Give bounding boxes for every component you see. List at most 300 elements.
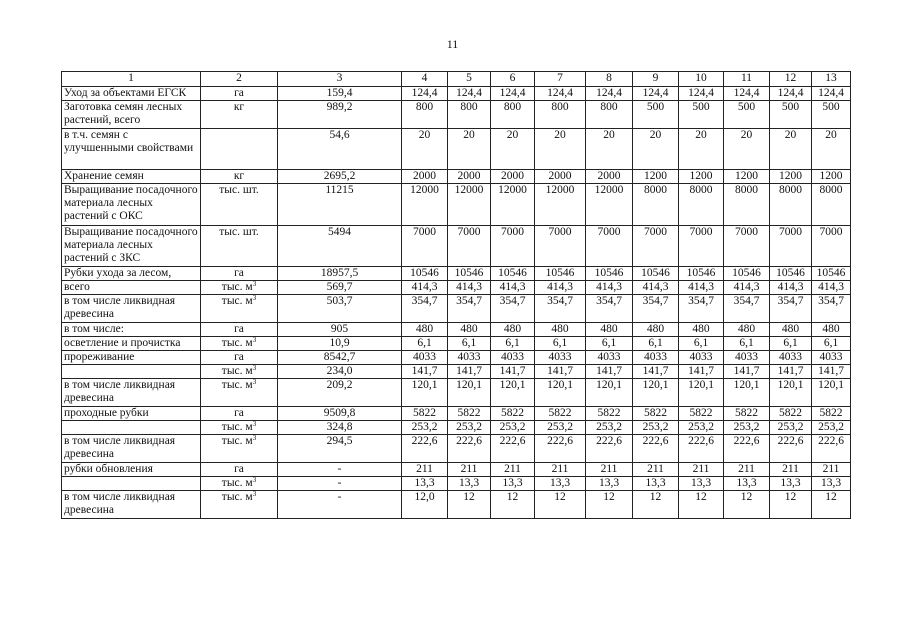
table-row xyxy=(62,463,851,477)
year-value-cell: 5822 xyxy=(448,407,491,421)
year-value-cell: 480 xyxy=(770,323,812,337)
year-value-cell: 20 xyxy=(491,129,535,170)
year-value-cell: 7000 xyxy=(402,226,448,267)
year-value-cell: 13,3 xyxy=(633,477,679,491)
year-value-cell: 120,1 xyxy=(633,379,679,407)
year-value-cell: 480 xyxy=(448,323,491,337)
year-value-cell: 124,4 xyxy=(491,87,535,101)
year-value-cell: 5822 xyxy=(586,407,633,421)
column-header: 8 xyxy=(586,72,633,87)
page-number: 11 xyxy=(446,37,459,51)
unit-cell xyxy=(201,87,278,101)
unit-superscript: 3 xyxy=(252,364,257,372)
year-value-cell: 4033 xyxy=(586,351,633,365)
year-value-cell: 480 xyxy=(812,323,851,337)
year-value-cell: 6,1 xyxy=(724,337,770,351)
year-value-cell: 141,7 xyxy=(491,365,535,379)
year-value-cell: 120,1 xyxy=(812,379,851,407)
unit-label: тыс. м xyxy=(221,421,253,433)
total-cell: 8542,7 xyxy=(278,351,402,365)
year-value-cell: 20 xyxy=(812,129,851,170)
year-value-cell: 480 xyxy=(402,323,448,337)
year-value-cell: 141,7 xyxy=(679,365,724,379)
year-value-cell: 7000 xyxy=(448,226,491,267)
unit-superscript: 3 xyxy=(252,490,257,498)
table-row xyxy=(62,87,851,101)
year-value-cell: 354,7 xyxy=(633,295,679,323)
year-value-cell: 141,7 xyxy=(724,365,770,379)
year-value-cell: 120,1 xyxy=(491,379,535,407)
year-value-cell: 6,1 xyxy=(586,337,633,351)
unit-superscript: 3 xyxy=(252,294,257,302)
year-value-cell: 7000 xyxy=(724,226,770,267)
unit-label: тыс. шт. xyxy=(219,226,259,238)
year-value-cell: 800 xyxy=(448,101,491,129)
unit-cell xyxy=(201,491,278,519)
year-value-cell: 7000 xyxy=(812,226,851,267)
total-cell: 209,2 xyxy=(278,379,402,407)
unit-label: га xyxy=(234,267,244,279)
year-value-cell: 1200 xyxy=(633,170,679,184)
year-value-cell: 480 xyxy=(633,323,679,337)
row-name-cell: Заготовка семян лесных растений, всего xyxy=(62,101,201,129)
unit-cell xyxy=(201,281,278,295)
year-value-cell: 8000 xyxy=(770,184,812,226)
year-value-cell: 13,3 xyxy=(535,477,586,491)
year-value-cell: 120,1 xyxy=(586,379,633,407)
unit-cell xyxy=(201,184,278,226)
year-value-cell: 2000 xyxy=(491,170,535,184)
year-value-cell: 20 xyxy=(724,129,770,170)
year-value-cell: 13,3 xyxy=(770,477,812,491)
row-name-cell: в том числе: xyxy=(62,323,201,337)
year-value-cell: 12000 xyxy=(402,184,448,226)
row-name-cell xyxy=(62,365,201,379)
year-value-cell: 20 xyxy=(633,129,679,170)
total-cell: 159,4 xyxy=(278,87,402,101)
year-value-cell: 20 xyxy=(448,129,491,170)
year-value-cell: 20 xyxy=(402,129,448,170)
year-value-cell: 8000 xyxy=(724,184,770,226)
total-cell: 989,2 xyxy=(278,101,402,129)
year-value-cell: 141,7 xyxy=(402,365,448,379)
year-value-cell: 4033 xyxy=(535,351,586,365)
year-value-cell: 20 xyxy=(535,129,586,170)
year-value-cell: 414,3 xyxy=(586,281,633,295)
table-row xyxy=(62,351,851,365)
year-value-cell: 6,1 xyxy=(535,337,586,351)
year-value-cell: 12 xyxy=(679,491,724,519)
year-value-cell: 5822 xyxy=(535,407,586,421)
year-value-cell: 253,2 xyxy=(402,421,448,435)
unit-label: тыс. м xyxy=(221,379,253,391)
unit-cell xyxy=(201,435,278,463)
year-value-cell: 7000 xyxy=(586,226,633,267)
year-value-cell: 13,3 xyxy=(724,477,770,491)
year-value-cell: 5822 xyxy=(770,407,812,421)
year-value-cell: 354,7 xyxy=(724,295,770,323)
unit-cell xyxy=(201,337,278,351)
year-value-cell: 4033 xyxy=(402,351,448,365)
row-name-cell: всего xyxy=(62,281,201,295)
year-value-cell: 124,4 xyxy=(402,87,448,101)
total-cell: - xyxy=(278,477,402,491)
unit-label: га xyxy=(234,351,244,363)
year-value-cell: 10546 xyxy=(402,267,448,281)
year-value-cell: 20 xyxy=(679,129,724,170)
column-header: 12 xyxy=(770,72,812,87)
table-row xyxy=(62,184,851,226)
year-value-cell: 4033 xyxy=(633,351,679,365)
year-value-cell: 222,6 xyxy=(812,435,851,463)
year-value-cell: 253,2 xyxy=(770,421,812,435)
row-name-cell: Выращивание посадочного материала лесных растений с ЗКС xyxy=(62,226,201,267)
row-name-cell: в том числе ликвидная древесина xyxy=(62,491,201,519)
year-value-cell: 211 xyxy=(724,463,770,477)
table-row xyxy=(62,379,851,407)
total-cell: 11215 xyxy=(278,184,402,226)
total-cell: 9509,8 xyxy=(278,407,402,421)
year-value-cell: 4033 xyxy=(812,351,851,365)
year-value-cell: 10546 xyxy=(535,267,586,281)
year-value-cell: 8000 xyxy=(633,184,679,226)
year-value-cell: 6,1 xyxy=(448,337,491,351)
year-value-cell: 211 xyxy=(633,463,679,477)
year-value-cell: 2000 xyxy=(402,170,448,184)
year-value-cell: 222,6 xyxy=(633,435,679,463)
table-row xyxy=(62,226,851,267)
year-value-cell: 6,1 xyxy=(491,337,535,351)
table-row xyxy=(62,491,851,519)
year-value-cell: 5822 xyxy=(812,407,851,421)
year-value-cell: 500 xyxy=(724,101,770,129)
year-value-cell: 414,3 xyxy=(402,281,448,295)
year-value-cell: 12 xyxy=(448,491,491,519)
year-value-cell: 414,3 xyxy=(633,281,679,295)
column-header: 4 xyxy=(402,72,448,87)
year-value-cell: 7000 xyxy=(633,226,679,267)
unit-label: тыс. шт. xyxy=(219,184,259,196)
year-value-cell: 414,3 xyxy=(491,281,535,295)
unit-label: тыс. м xyxy=(221,435,253,447)
year-value-cell: 500 xyxy=(770,101,812,129)
year-value-cell: 6,1 xyxy=(633,337,679,351)
year-value-cell: 10546 xyxy=(724,267,770,281)
year-value-cell: 124,4 xyxy=(679,87,724,101)
year-value-cell: 211 xyxy=(586,463,633,477)
table-row xyxy=(62,281,851,295)
table-row xyxy=(62,365,851,379)
unit-superscript: 3 xyxy=(252,336,257,344)
year-value-cell: 12 xyxy=(724,491,770,519)
year-value-cell: 6,1 xyxy=(402,337,448,351)
year-value-cell: 414,3 xyxy=(679,281,724,295)
year-value-cell: 1200 xyxy=(812,170,851,184)
year-value-cell: 222,6 xyxy=(402,435,448,463)
total-cell: 234,0 xyxy=(278,365,402,379)
year-value-cell: 141,7 xyxy=(770,365,812,379)
year-value-cell: 222,6 xyxy=(679,435,724,463)
year-value-cell: 222,6 xyxy=(491,435,535,463)
column-header: 9 xyxy=(633,72,679,87)
row-name-cell xyxy=(62,421,201,435)
row-name-cell: Уход за объектами ЕГСК xyxy=(62,87,201,101)
row-name-cell: проходные рубки xyxy=(62,407,201,421)
year-value-cell: 414,3 xyxy=(770,281,812,295)
unit-label: тыс. м xyxy=(221,491,253,503)
year-value-cell: 10546 xyxy=(633,267,679,281)
year-value-cell: 414,3 xyxy=(724,281,770,295)
year-value-cell: 12 xyxy=(535,491,586,519)
year-value-cell: 354,7 xyxy=(586,295,633,323)
year-value-cell: 4033 xyxy=(491,351,535,365)
table-row xyxy=(62,435,851,463)
unit-label: тыс. м xyxy=(221,337,253,349)
year-value-cell: 222,6 xyxy=(770,435,812,463)
row-name-cell: в том числе ликвидная древесина xyxy=(62,379,201,407)
year-value-cell: 7000 xyxy=(770,226,812,267)
year-value-cell: 4033 xyxy=(724,351,770,365)
year-value-cell: 120,1 xyxy=(402,379,448,407)
total-cell: - xyxy=(278,491,402,519)
year-value-cell: 354,7 xyxy=(491,295,535,323)
row-name-cell: рубки обновления xyxy=(62,463,201,477)
unit-label: кг xyxy=(233,170,245,182)
row-name-cell: в том числе ликвидная древесина xyxy=(62,295,201,323)
year-value-cell: 480 xyxy=(586,323,633,337)
unit-cell xyxy=(201,351,278,365)
year-value-cell: 1200 xyxy=(679,170,724,184)
year-value-cell: 2000 xyxy=(448,170,491,184)
year-value-cell: 2000 xyxy=(586,170,633,184)
year-value-cell: 414,3 xyxy=(448,281,491,295)
year-value-cell: 211 xyxy=(535,463,586,477)
year-value-cell: 120,1 xyxy=(448,379,491,407)
unit-cell xyxy=(201,323,278,337)
year-value-cell: 20 xyxy=(770,129,812,170)
year-value-cell: 253,2 xyxy=(535,421,586,435)
total-cell: 2695,2 xyxy=(278,170,402,184)
year-value-cell: 12000 xyxy=(586,184,633,226)
column-header: 2 xyxy=(201,72,278,87)
year-value-cell: 5822 xyxy=(402,407,448,421)
year-value-cell: 7000 xyxy=(679,226,724,267)
table-row xyxy=(62,101,851,129)
unit-cell xyxy=(201,295,278,323)
year-value-cell: 120,1 xyxy=(724,379,770,407)
year-value-cell: 211 xyxy=(679,463,724,477)
year-value-cell: 141,7 xyxy=(812,365,851,379)
year-value-cell: 414,3 xyxy=(535,281,586,295)
column-header: 3 xyxy=(278,72,402,87)
year-value-cell: 6,1 xyxy=(770,337,812,351)
year-value-cell: 10546 xyxy=(679,267,724,281)
year-value-cell: 211 xyxy=(402,463,448,477)
year-value-cell: 141,7 xyxy=(586,365,633,379)
year-value-cell: 800 xyxy=(491,101,535,129)
table-row xyxy=(62,267,851,281)
year-value-cell: 12 xyxy=(491,491,535,519)
year-value-cell: 141,7 xyxy=(448,365,491,379)
year-value-cell: 13,3 xyxy=(586,477,633,491)
unit-cell xyxy=(201,267,278,281)
unit-superscript: 3 xyxy=(252,378,257,386)
total-cell: 10,9 xyxy=(278,337,402,351)
total-cell: 324,8 xyxy=(278,421,402,435)
year-value-cell: 13,3 xyxy=(448,477,491,491)
unit-label: тыс. м xyxy=(221,295,253,307)
unit-label: тыс. м xyxy=(221,477,253,489)
year-value-cell: 4033 xyxy=(770,351,812,365)
year-value-cell: 8000 xyxy=(679,184,724,226)
table-row xyxy=(62,295,851,323)
year-value-cell: 354,7 xyxy=(812,295,851,323)
year-value-cell: 13,3 xyxy=(402,477,448,491)
year-value-cell: 354,7 xyxy=(535,295,586,323)
unit-cell xyxy=(201,365,278,379)
unit-cell xyxy=(201,463,278,477)
year-value-cell: 800 xyxy=(402,101,448,129)
row-name-cell: Хранение семян xyxy=(62,170,201,184)
column-header: 10 xyxy=(679,72,724,87)
total-cell: 905 xyxy=(278,323,402,337)
year-value-cell: 800 xyxy=(535,101,586,129)
year-value-cell: 222,6 xyxy=(586,435,633,463)
row-name-cell: Выращивание посадочного материала лесных растений с ОКС xyxy=(62,184,201,226)
year-value-cell: 354,7 xyxy=(679,295,724,323)
year-value-cell: 124,4 xyxy=(770,87,812,101)
year-value-cell: 12000 xyxy=(535,184,586,226)
year-value-cell: 414,3 xyxy=(812,281,851,295)
year-value-cell: 124,4 xyxy=(633,87,679,101)
year-value-cell: 12 xyxy=(586,491,633,519)
year-value-cell: 7000 xyxy=(535,226,586,267)
unit-label: га xyxy=(234,87,244,99)
year-value-cell: 7000 xyxy=(491,226,535,267)
column-header: 1 xyxy=(62,72,201,87)
year-value-cell: 124,4 xyxy=(448,87,491,101)
table-row xyxy=(62,170,851,184)
year-value-cell: 253,2 xyxy=(586,421,633,435)
unit-cell xyxy=(201,129,278,170)
total-cell: 54,6 xyxy=(278,129,402,170)
table-row xyxy=(62,407,851,421)
year-value-cell: 211 xyxy=(770,463,812,477)
total-cell: 503,7 xyxy=(278,295,402,323)
unit-label: га xyxy=(234,463,244,475)
year-value-cell: 5822 xyxy=(679,407,724,421)
column-header: 7 xyxy=(535,72,586,87)
year-value-cell: 253,2 xyxy=(633,421,679,435)
unit-superscript: 3 xyxy=(252,434,257,442)
year-value-cell: 12,0 xyxy=(402,491,448,519)
header-row xyxy=(62,72,851,87)
year-value-cell: 141,7 xyxy=(633,365,679,379)
year-value-cell: 253,2 xyxy=(448,421,491,435)
total-cell: 569,7 xyxy=(278,281,402,295)
year-value-cell: 124,4 xyxy=(586,87,633,101)
column-header: 6 xyxy=(491,72,535,87)
year-value-cell: 141,7 xyxy=(535,365,586,379)
table-row xyxy=(62,323,851,337)
unit-label: тыс. м xyxy=(221,281,253,293)
column-header: 11 xyxy=(724,72,770,87)
year-value-cell: 13,3 xyxy=(491,477,535,491)
row-name-cell: в том числе ликвидная древесина xyxy=(62,435,201,463)
year-value-cell: 211 xyxy=(812,463,851,477)
year-value-cell: 2000 xyxy=(535,170,586,184)
unit-cell xyxy=(201,379,278,407)
total-cell: 294,5 xyxy=(278,435,402,463)
total-cell: - xyxy=(278,463,402,477)
column-header: 5 xyxy=(448,72,491,87)
year-value-cell: 5822 xyxy=(724,407,770,421)
year-value-cell: 4033 xyxy=(448,351,491,365)
row-name-cell: прореживание xyxy=(62,351,201,365)
row-name-cell: осветление и прочистка xyxy=(62,337,201,351)
year-value-cell: 5822 xyxy=(633,407,679,421)
year-value-cell: 253,2 xyxy=(724,421,770,435)
year-value-cell: 800 xyxy=(586,101,633,129)
year-value-cell: 211 xyxy=(448,463,491,477)
table-row xyxy=(62,337,851,351)
unit-superscript: 3 xyxy=(252,420,257,428)
row-name-cell xyxy=(62,477,201,491)
year-value-cell: 124,4 xyxy=(724,87,770,101)
year-value-cell: 1200 xyxy=(770,170,812,184)
year-value-cell: 120,1 xyxy=(770,379,812,407)
year-value-cell: 500 xyxy=(633,101,679,129)
unit-superscript: 3 xyxy=(252,476,257,484)
year-value-cell: 222,6 xyxy=(448,435,491,463)
total-cell: 18957,5 xyxy=(278,267,402,281)
year-value-cell: 5822 xyxy=(491,407,535,421)
year-value-cell: 222,6 xyxy=(724,435,770,463)
year-value-cell: 500 xyxy=(812,101,851,129)
year-value-cell: 10546 xyxy=(770,267,812,281)
unit-cell xyxy=(201,101,278,129)
year-value-cell: 480 xyxy=(724,323,770,337)
year-value-cell: 13,3 xyxy=(812,477,851,491)
year-value-cell: 354,7 xyxy=(448,295,491,323)
year-value-cell: 4033 xyxy=(679,351,724,365)
year-value-cell: 500 xyxy=(679,101,724,129)
unit-cell xyxy=(201,421,278,435)
year-value-cell: 6,1 xyxy=(812,337,851,351)
year-value-cell: 8000 xyxy=(812,184,851,226)
unit-cell xyxy=(201,170,278,184)
unit-cell xyxy=(201,407,278,421)
year-value-cell: 10546 xyxy=(812,267,851,281)
year-value-cell: 253,2 xyxy=(679,421,724,435)
unit-label: га xyxy=(234,323,244,335)
row-name-cell: Рубки ухода за лесом, xyxy=(62,267,201,281)
year-value-cell: 253,2 xyxy=(812,421,851,435)
year-value-cell: 211 xyxy=(491,463,535,477)
year-value-cell: 10546 xyxy=(586,267,633,281)
year-value-cell: 124,4 xyxy=(812,87,851,101)
year-value-cell: 480 xyxy=(679,323,724,337)
year-value-cell: 12 xyxy=(770,491,812,519)
year-value-cell: 13,3 xyxy=(679,477,724,491)
year-value-cell: 12000 xyxy=(448,184,491,226)
year-value-cell: 6,1 xyxy=(679,337,724,351)
unit-superscript: 3 xyxy=(252,280,257,288)
unit-cell xyxy=(201,226,278,267)
year-value-cell: 20 xyxy=(586,129,633,170)
year-value-cell: 354,7 xyxy=(770,295,812,323)
year-value-cell: 12 xyxy=(633,491,679,519)
